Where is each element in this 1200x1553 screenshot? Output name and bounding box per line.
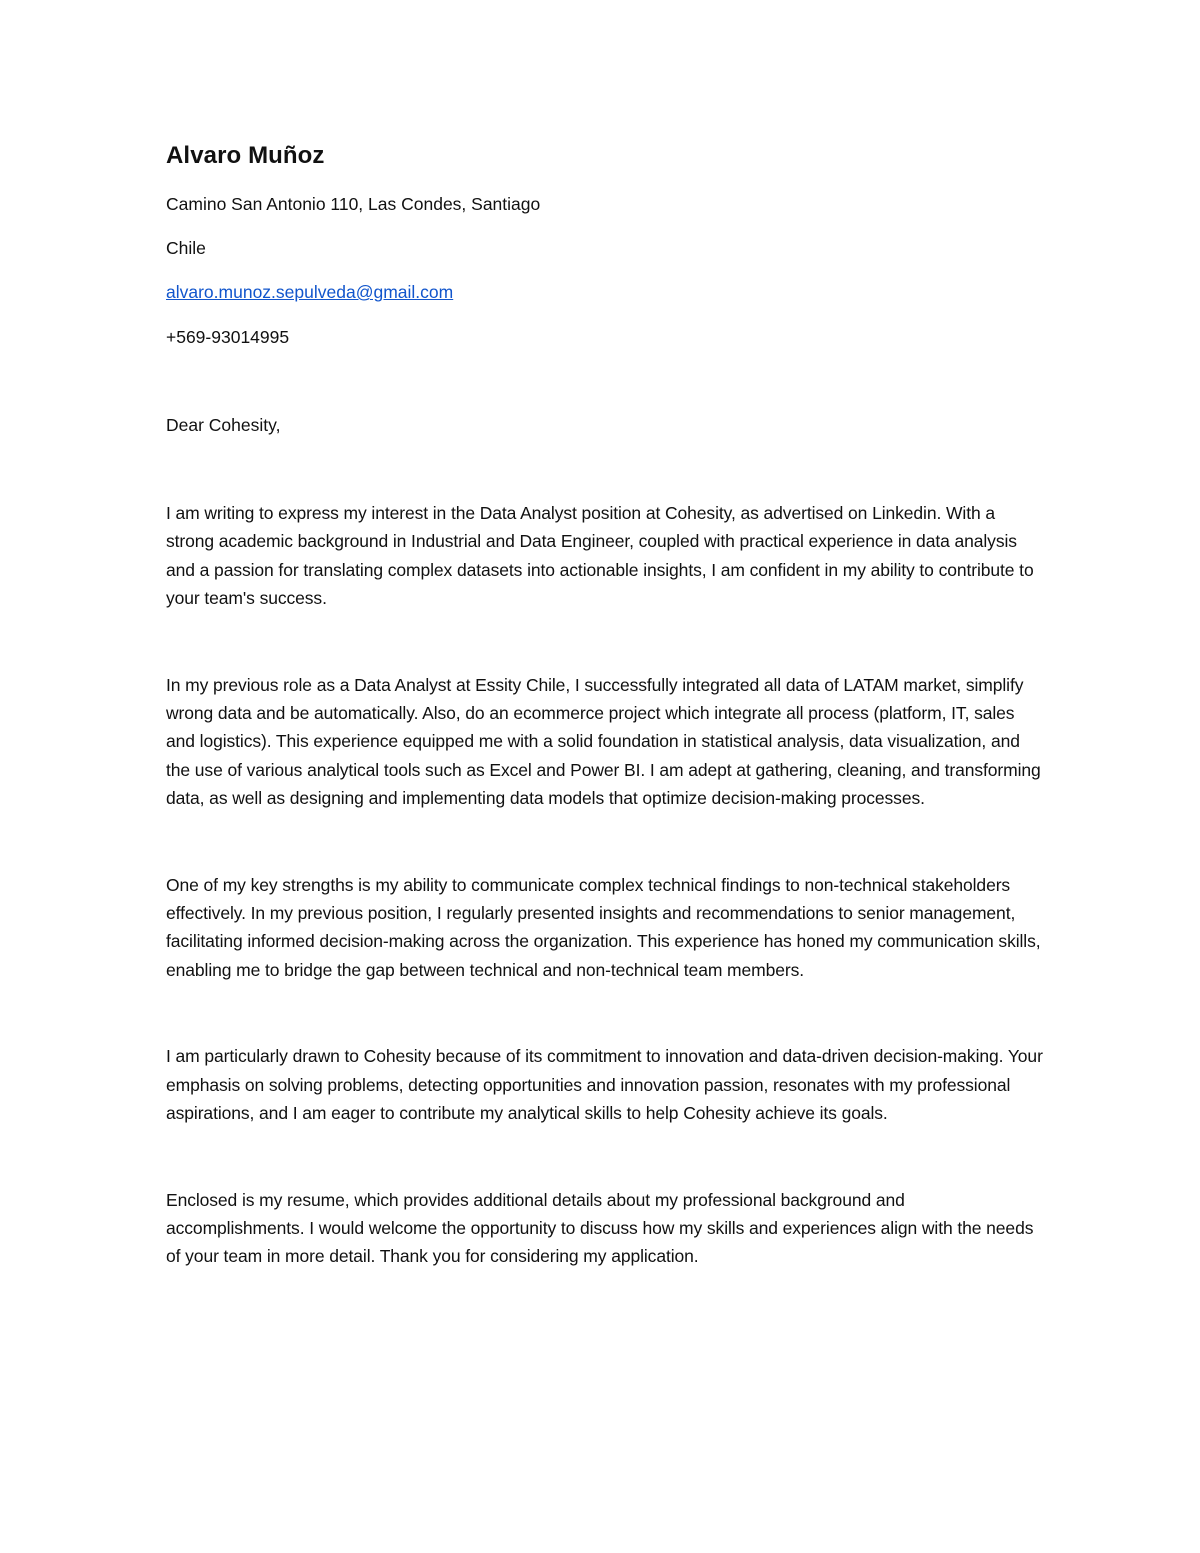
sender-name: Alvaro Muñoz (166, 142, 325, 169)
paragraph-strengths: One of my key strengths is my ability to communicate complex technical findings to non-technical stakeholders effectively. In my previous position, I regularly presented insights and recommendations to senior management, facilitating informed decision-making across the organization. This experience has honed my communication skills, enabling me to bridge the gap between technical and non-technical team members. (166, 874, 1041, 980)
paragraph-experience: In my previous role as a Data Analyst at Essity Chile, I successfully integrated all data of LATAM market, simplify wrong data and be automatically. Also, do an ecommerce project which integrate all process (platform, IT, sales and logistics). This experience equipped me with a solid foundation in statistical analysis, data visualization, and the use of various analytical tools such as Excel and Power BI. I am adept at gathering, cleaning, and transforming data, as well as designing and implementing data models that optimize decision-making processes. (166, 674, 1041, 809)
sender-country: Chile (166, 238, 206, 258)
paragraph-closing: Enclosed is my resume, which provides additional details about my professional background and accomplishments. I would welcome the opportunity to discuss how my skills and experiences align with the needs of your team in more detail. Thank you for considering my application. (166, 1189, 1034, 1267)
sender-address: Camino San Antonio 110, Las Condes, Santiago (166, 194, 541, 214)
email-link[interactable]: alvaro.munoz.sepulveda@gmail.com (166, 282, 454, 302)
letter-body (166, 140, 1046, 1329)
paragraph-motivation: I am particularly drawn to Cohesity because of its commitment to innovation and data-driven decision-making. Your emphasis on solving problems, detecting opportunities and innovation passion, resonates with my professional aspirations, and I am eager to contribute my analytical skills to help Cohesity achieve its goals. (166, 1046, 1043, 1124)
paragraph-intro: I am writing to express my interest in the Data Analyst position at Cohesity, as advertised on Linkedin. With a strong academic background in Industrial and Data Engineer, coupled with practical experience in data analysis and a passion for translating complex datasets into actionable insights, I am confident in my ability to contribute to your team's success. (166, 503, 1034, 609)
sender-phone: +569-93014995 (166, 327, 290, 347)
salutation: Dear Cohesity, (166, 415, 281, 435)
